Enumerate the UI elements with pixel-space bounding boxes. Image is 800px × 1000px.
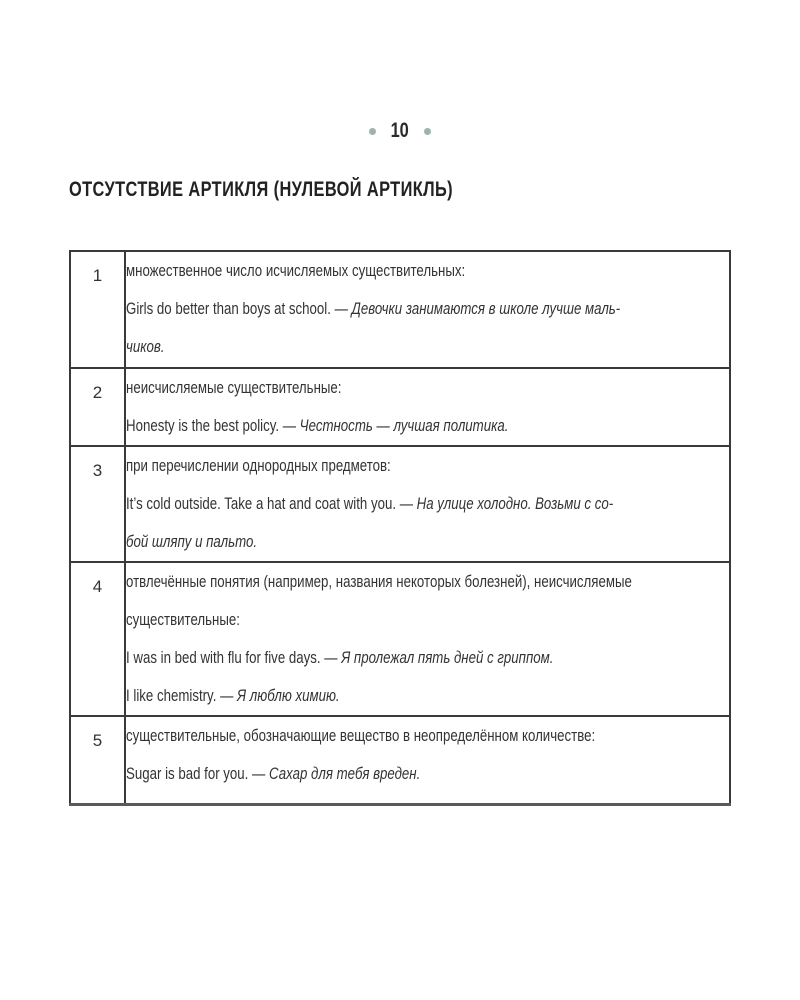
rule-text: отвлечённые понятия (например, названия некоторых болезней), неисчисляемые [126,572,632,591]
rule-text: существительные: [126,610,240,629]
example-line [126,523,728,561]
example-line [126,328,728,366]
rule-text: при перечислении однородных предметов: [126,456,391,475]
rule-text: множественное число исчисляемых существительных: [126,261,466,280]
example-english: I was in bed with flu for five days. — [126,648,342,667]
row-number: 5 [92,731,103,750]
row-number-cell [70,446,125,562]
row-number-cell [70,251,125,368]
table-row [70,446,730,562]
example-translation: Я пролежал пять дней с гриппом. [341,648,554,667]
example-english: Girls do better than boys at school. — [126,299,352,318]
row-number: 4 [92,577,103,596]
page-number-header [0,117,800,145]
table-row [70,716,730,805]
rule-cell [125,251,730,368]
example-line [126,755,728,793]
example-line [126,290,728,328]
example-translation: Сахар для тебя вреден. [268,764,421,783]
example-translation: Я люблю химию. [237,686,340,705]
example-line [126,407,728,445]
example-english: Sugar is bad for you. — [126,764,269,783]
rule-text: существительные, обозначающие вещество в неопределённом количестве: [126,726,596,745]
example-english: Honesty is the best policy. — [126,416,300,435]
example-line [126,485,728,523]
rule-cell [125,446,730,562]
rule-cell [125,562,730,716]
example-line [126,677,728,715]
zero-article-table [69,250,731,806]
section-title: ОТСУТСТВИЕ АРТИКЛЯ (НУЛЕВОЙ АРТИКЛЬ) [69,178,454,201]
table-row [70,368,730,446]
example-translation: бой шляпу и пальто. [126,532,258,551]
example-english: I like chemistry. — [126,686,238,705]
example-line [126,639,728,677]
example-translation: Девочки занимаются в школе лучше маль- [351,299,621,318]
example-translation: Честность — лучшая политика. [299,416,509,435]
rule-text: неисчисляемые существительные: [126,378,342,397]
row-number: 2 [92,383,103,402]
bullet-dot-icon [369,128,376,135]
rule-cell [125,368,730,446]
row-number-cell [70,562,125,716]
row-number: 1 [92,266,103,285]
table-row [70,251,730,368]
example-english: It’s cold outside. Take a hat and coat with you. — [126,494,417,513]
row-number-cell [70,368,125,446]
rule-cell [125,716,730,805]
page-number: 10 [390,119,410,142]
table-row [70,562,730,716]
row-number-cell [70,716,125,805]
example-translation: На улице холодно. Возьми с со- [416,494,614,513]
example-translation: чиков. [126,337,165,356]
bullet-dot-icon [424,128,431,135]
row-number: 3 [92,461,103,480]
